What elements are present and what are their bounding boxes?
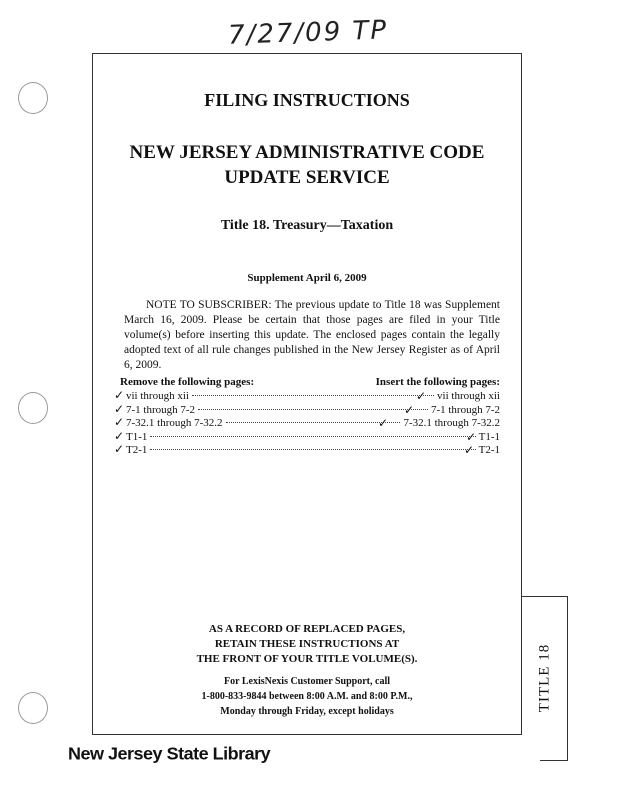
table-row <box>114 401 500 418</box>
support-days: Monday through Friday, except holidays <box>220 706 394 717</box>
note-to-subscriber: NOTE TO SUBSCRIBER: The previous update to Title 18 was Supplement March 16, 2009. Please be certain that those pages are filed in your Title volume(s) before inserting this update. The enclosed pages contain the legally adopted text of all rule changes published in the New Jersey Register as of April 6, 2009. <box>124 299 500 371</box>
insert-page-range: 7-32.1 through 7-32.2 <box>403 417 500 429</box>
code-title-block <box>92 140 522 190</box>
remove-page-range: 7-32.1 through 7-32.2 <box>126 417 223 429</box>
page-frame-top <box>92 53 522 54</box>
remove-pages-header: Remove the following pages: <box>120 376 255 388</box>
pages-table <box>114 376 500 458</box>
check-mark-icon: ✓ <box>114 428 125 443</box>
leader-dots <box>150 449 475 450</box>
table-row <box>114 415 500 431</box>
code-title-line1: NEW JERSEY ADMINISTRATIVE CODE <box>129 142 485 163</box>
remove-page-range: T1-1 <box>126 430 148 443</box>
handwritten-date-note: 7/27/09 TP <box>227 15 389 51</box>
remove-page-range: 7-1 through 7-2 <box>126 403 196 416</box>
page-frame-bottom <box>92 734 522 735</box>
record-notice-line3: THE FRONT OF YOUR TITLE VOLUME(S). <box>196 653 418 665</box>
library-stamp: New Jersey State Library <box>68 744 271 764</box>
leader-dots <box>150 436 475 437</box>
insert-pages-header: Insert the following pages: <box>375 376 500 388</box>
title-tab-bottom <box>540 760 568 761</box>
insert-page-range: T2-1 <box>478 444 500 456</box>
remove-page-range: T2-1 <box>126 444 148 456</box>
filing-instructions-title: FILING INSTRUCTIONS <box>204 90 410 110</box>
punch-hole <box>18 392 48 424</box>
customer-support-info <box>92 674 522 719</box>
insert-page-range: vii through xii <box>437 390 500 402</box>
supplement-date: Supplement April 6, 2009 <box>247 272 367 284</box>
insert-page-range: 7-1 through 7-2 <box>430 403 500 416</box>
table-row <box>114 428 500 445</box>
check-mark-icon: ✓ <box>403 402 414 417</box>
punch-hole <box>18 82 48 114</box>
record-notice-line2: RETAIN THESE INSTRUCTIONS AT <box>214 638 400 650</box>
check-mark-icon: ✓ <box>114 401 125 416</box>
record-notice <box>92 622 522 667</box>
check-mark-icon: ✓ <box>114 388 125 402</box>
check-mark-icon: ✓ <box>463 443 474 457</box>
title-section-heading: Title 18. Treasury—Taxation <box>220 218 394 233</box>
pages-table-header <box>120 376 500 390</box>
leader-dots <box>198 409 428 410</box>
leader-dots <box>226 422 401 423</box>
check-mark-icon: ✓ <box>465 429 476 444</box>
title-tab-label: TITLE 18 <box>536 643 553 713</box>
record-notice-line1: AS A RECORD OF REPLACED PAGES, <box>208 623 406 635</box>
insert-page-range: T1-1 <box>478 430 500 443</box>
punch-hole <box>18 692 48 724</box>
remove-page-range: vii through xii <box>126 390 189 402</box>
table-row <box>114 442 500 458</box>
leader-dots <box>192 395 434 396</box>
code-title-line2: UPDATE SERVICE <box>224 167 390 188</box>
check-mark-icon: ✓ <box>114 442 125 456</box>
check-mark-icon: ✓ <box>377 416 388 430</box>
table-row <box>114 388 500 404</box>
support-line1: For LexisNexis Customer Support, call <box>223 676 390 687</box>
check-mark-icon: ✓ <box>415 389 426 403</box>
support-phone-hours: 1-800-833-9844 between 8:00 A.M. and 8:00 P.M., <box>201 691 413 702</box>
check-mark-icon: ✓ <box>114 415 125 429</box>
